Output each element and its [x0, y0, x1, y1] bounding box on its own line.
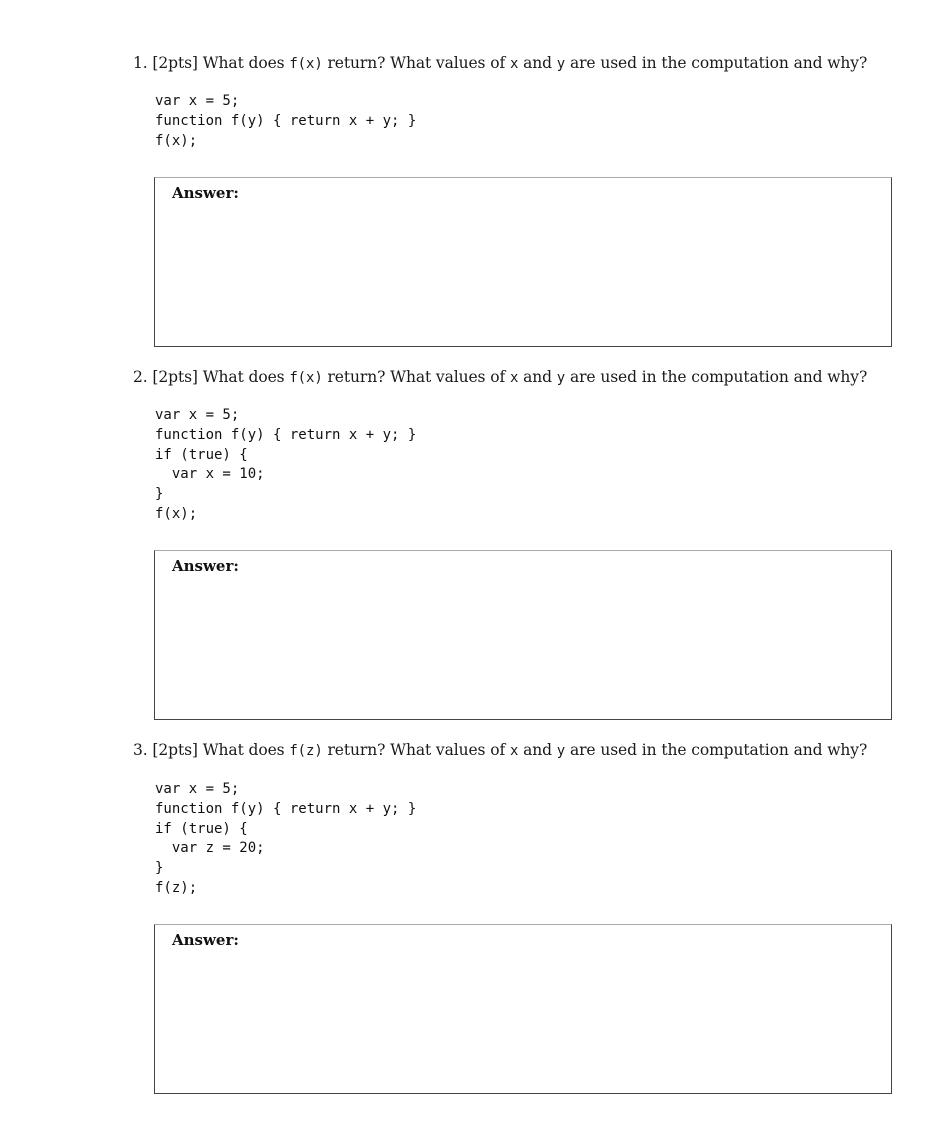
question-number: 1.	[133, 54, 148, 72]
variable-name: x	[509, 743, 519, 759]
function-call: f(x)	[289, 370, 323, 386]
variable-name: x	[509, 370, 519, 386]
function-call: f(z)	[289, 743, 323, 759]
answer-label: Answer:	[172, 184, 239, 202]
question-2-prompt: 2. [2pts] What does f(x) return? What values of x and y are used in the computation and why?	[133, 368, 868, 386]
answer-box[interactable]	[154, 177, 892, 347]
question-points: [2pts]	[152, 368, 198, 386]
function-call: f(x)	[289, 56, 323, 72]
code-snippet: var x = 5; function f(y) { return x + y; } if (true) { var x = 10; } f(x);	[155, 407, 417, 522]
question-points: [2pts]	[152, 741, 198, 759]
question-number: 2.	[133, 368, 148, 386]
question-1-prompt: 1. [2pts] What does f(x) return? What values of x and y are used in the computation and why?	[133, 54, 868, 72]
answer-label: Answer:	[172, 931, 239, 949]
variable-name: y	[556, 370, 566, 386]
variable-name: y	[556, 743, 566, 759]
question-number: 3.	[133, 741, 148, 759]
answer-box[interactable]	[154, 924, 892, 1094]
question-points: [2pts]	[152, 54, 198, 72]
variable-name: y	[556, 56, 566, 72]
answer-label: Answer:	[172, 557, 239, 575]
answer-box[interactable]	[154, 550, 892, 720]
variable-name: x	[509, 56, 519, 72]
code-snippet: var x = 5; function f(y) { return x + y; } f(x);	[155, 93, 417, 149]
code-snippet: var x = 5; function f(y) { return x + y; } if (true) { var z = 20; } f(z);	[155, 781, 417, 896]
question-3-prompt: 3. [2pts] What does f(z) return? What values of x and y are used in the computation and why?	[133, 741, 868, 759]
